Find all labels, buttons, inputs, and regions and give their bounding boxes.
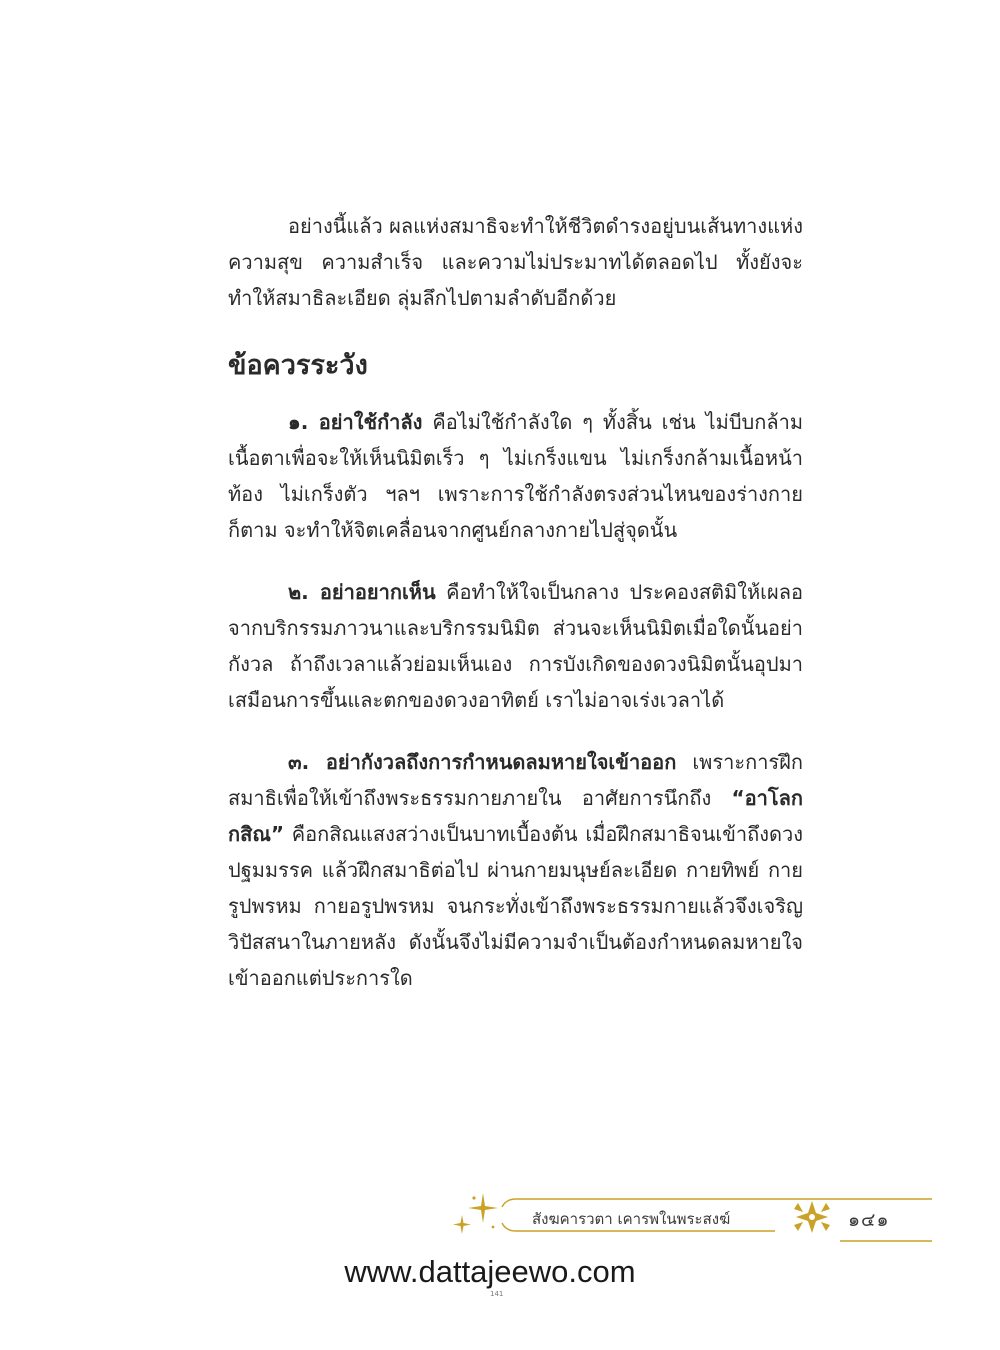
caution-item-3	[228, 744, 803, 996]
intro-paragraph	[228, 208, 803, 316]
caution-item-2-text	[228, 574, 803, 718]
section-heading: ข้อควรระวัง	[228, 350, 368, 381]
caution-item-1-text	[228, 404, 803, 548]
caution-item-1-body: คือไม่ใช้กำลังใด ๆ ทั้งสิ้น เช่น ไม่บีบกล้ามเนื้อตาเพื่อจะให้เห็นนิมิตเร็ว ๆ ไม่เกร็งแขน ไม่เกร็งกล้ามเนื้อหน้าท้อง ไม่เกร็งตัว ฯลฯ เพราะการใช้กำลังตรงส่วนไหนของร่างกายก็ตาม จะทำให้จิตเคลื่อนจากศูนย์กลางกายไปสู่จุดนั้น	[228, 410, 803, 542]
caution-item-3-body-a: เพราะการฝึกสมาธิเพื่อให้เข้าถึงพระธรรมกายภายใน อาศัยการนึกถึง	[228, 750, 803, 810]
caution-item-1	[228, 404, 803, 548]
caution-item-3-body-b: คือกสิณแสงสว่างเป็นบาทเบื้องต้น เมื่อฝึกสมาธิจนเข้าถึงดวงปฐมมรรค แล้วฝึกสมาธิต่อไป ผ่านกายมนุษย์ละเอียด กายทิพย์ กายรูปพรหม กายอรูปพรหม จนกระทั่งเข้าถึงพระธรรมกายแล้วจึงเจริญวิปัสสนาในภายหลัง ดังนั้นจึงไม่มีความจำเป็นต้องกำหนดลมหายใจเข้าออกแต่ประการใด	[228, 822, 803, 990]
caution-item-1-title: ๑. อย่าใช้กำลัง	[288, 410, 423, 434]
caution-item-3-text	[228, 744, 803, 996]
caution-item-2-title: ๒. อย่าอยากเห็น	[288, 580, 436, 604]
sparkle-icon	[453, 1193, 498, 1234]
caution-item-3-title: ๓. อย่ากังวลถึงการกำหนดลมหายใจเข้าออก	[288, 750, 677, 774]
caution-item-3-quote: “อาโลกกสิณ”	[228, 786, 803, 846]
caution-item-2-body: คือทำให้ใจเป็นกลาง ประคองสติมิให้เผลอจากบริกรรมภาวนาและบริกรรมนิมิต ส่วนจะเห็นนิมิตเมื่อใดนั้นอย่ากังวล ถ้าถึงเวลาแล้วย่อมเห็นเอง การบังเกิดของดวงนิมิตนั้นอุปมาเสมือนการขึ้นและตกของดวงอาทิตย์ เราไม่อาจเร่งเวลาได้	[228, 580, 803, 712]
flower-ornament-icon	[794, 1201, 830, 1233]
intro-text: อย่างนี้แล้ว ผลแห่งสมาธิจะทำให้ชีวิตดำรงอยู่บนเส้นทางแห่งความสุข ความสำเร็จ และความไม่ประมาทได้ตลอดไป ทั้งยังจะทำให้สมาธิละเอียด ลุ่มลึกไปตามลำดับอีกด้วย	[228, 214, 803, 310]
caution-item-2	[228, 574, 803, 718]
running-head: สังฆคารวตา เคารพในพระสงฆ์	[532, 1210, 731, 1228]
website-watermark: www.dattajeewo.com	[344, 1254, 636, 1289]
tiny-page-number: 141	[490, 1290, 504, 1298]
page-number: ๑๔๑	[848, 1209, 890, 1231]
